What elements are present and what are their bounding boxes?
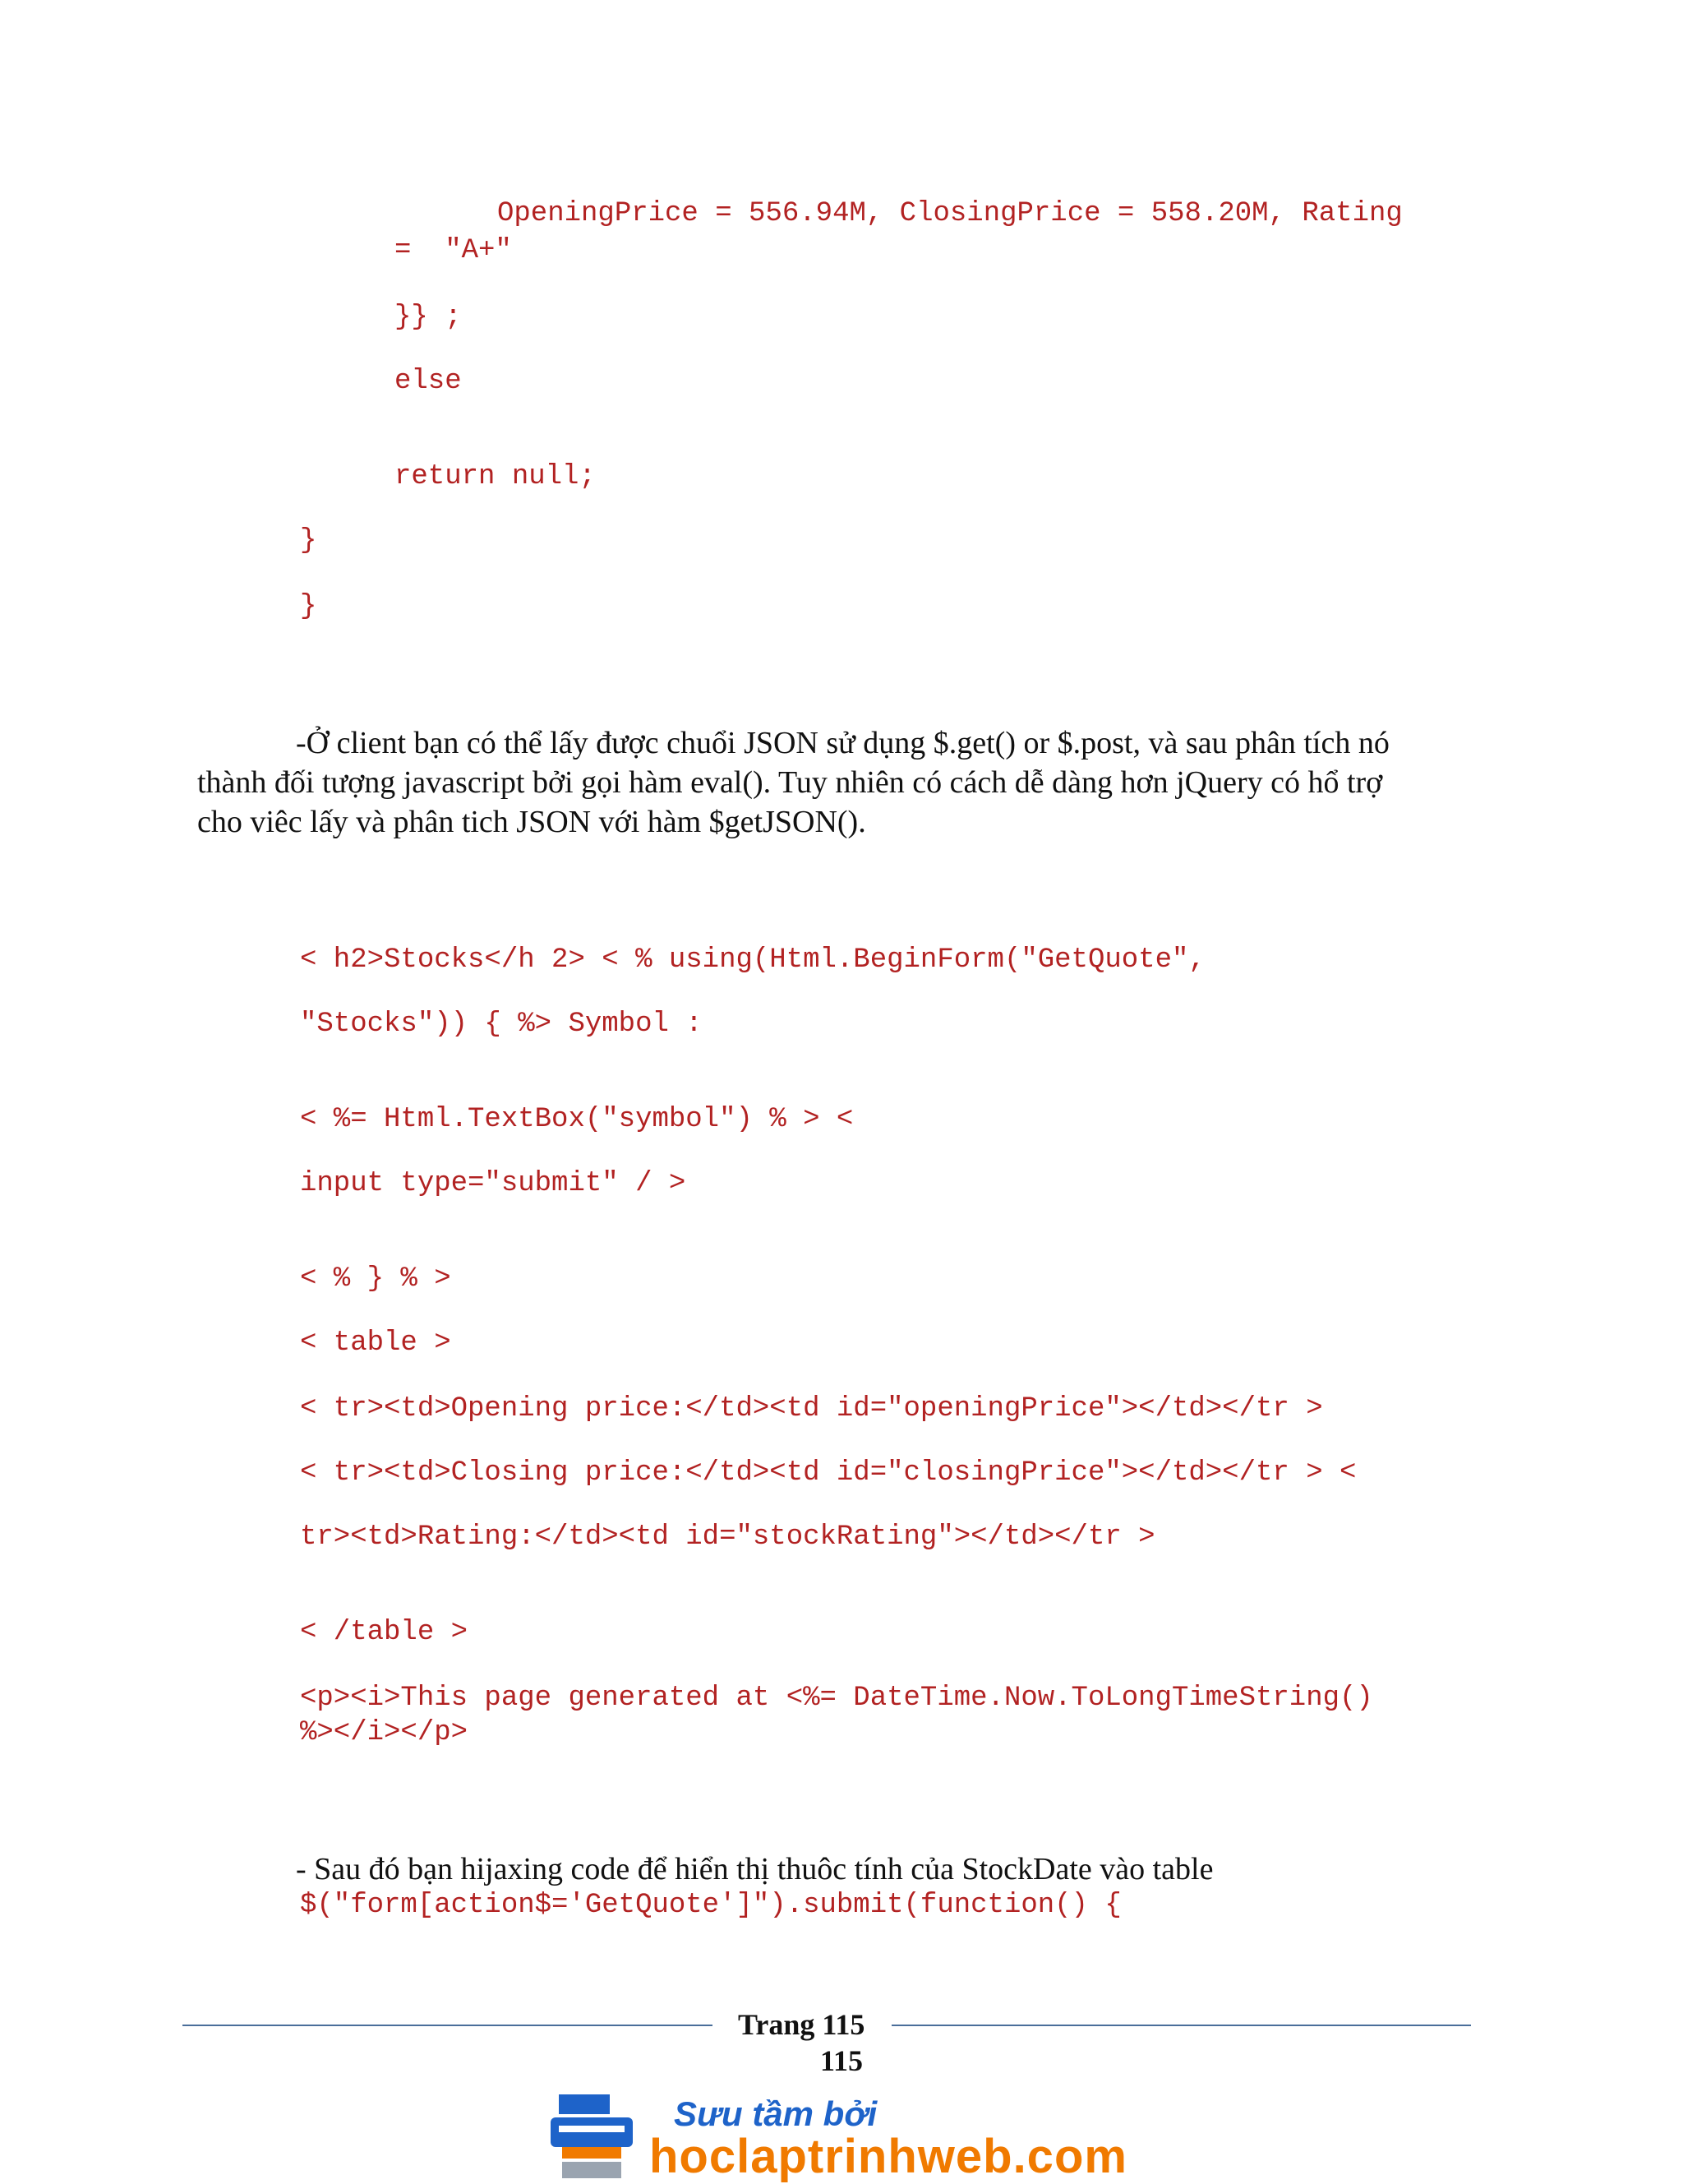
code-line: < %= Html.TextBox("symbol") % > < <box>300 1104 854 1135</box>
code-line: = "A+" <box>394 235 512 266</box>
code-line: < /table > <box>300 1617 468 1648</box>
footer-rule-left <box>182 2025 712 2026</box>
code-line: else <box>394 366 462 397</box>
footer-rule-right <box>892 2025 1471 2026</box>
code-line: } <box>300 525 317 556</box>
code-line: <p><i>This page generated at <%= DateTime.Now.ToLongTimeString() <box>300 1683 1373 1714</box>
paragraph-line: cho viêc lấy và phân tich JSON với hàm $getJSON(). <box>197 805 866 839</box>
code-line: $("form[action$='GetQuote']").submit(function() { <box>300 1890 1122 1921</box>
logo-domain: hoclaptrinhweb.com <box>649 2130 1127 2183</box>
code-line: < tr><td>Closing price:</td><td id="closingPrice"></td></tr > < <box>300 1457 1357 1489</box>
code-line: return null; <box>394 461 596 492</box>
code-line: OpeningPrice = 556.94M, ClosingPrice = 558.20M, Rating <box>497 198 1403 229</box>
logo-tagline: Sưu tầm bởi <box>674 2094 878 2133</box>
footer-page-label: Trang 115 <box>738 2008 865 2041</box>
hoclaptrinhweb-logo-icon <box>551 2094 633 2178</box>
code-line: < h2>Stocks</h 2> < % using(Html.BeginForm("GetQuote", <box>300 944 1206 976</box>
paragraph-line: - Sau đó bạn hijaxing code để hiển thị thuôc tính của StockDate vào table <box>296 1852 1214 1886</box>
code-line: < tr><td>Opening price:</td><td id="openingPrice"></td></tr > <box>300 1393 1323 1424</box>
paragraph-line: thành đối tượng javascript bởi gọi hàm eval(). Tuy nhiên có cách dễ dàng hơn jQuery có hổ trợ <box>197 765 1383 800</box>
code-line: %></i></p> <box>300 1717 468 1748</box>
code-line: input type="submit" / > <box>300 1168 686 1199</box>
code-line: }} ; <box>394 302 462 333</box>
paragraph-line: -Ở client bạn có thể lấy được chuổi JSON sử dụng $.get() or $.post, và sau phân tích nó <box>296 726 1390 760</box>
code-line: "Stocks")) { %> Symbol : <box>300 1009 703 1040</box>
code-line: < % } % > <box>300 1263 451 1295</box>
code-line: } <box>300 591 317 622</box>
code-line: < table > <box>300 1327 451 1359</box>
footer-page-number: 115 <box>820 2044 864 2077</box>
code-line: tr><td>Rating:</td><td id="stockRating"></td></tr > <box>300 1521 1155 1553</box>
